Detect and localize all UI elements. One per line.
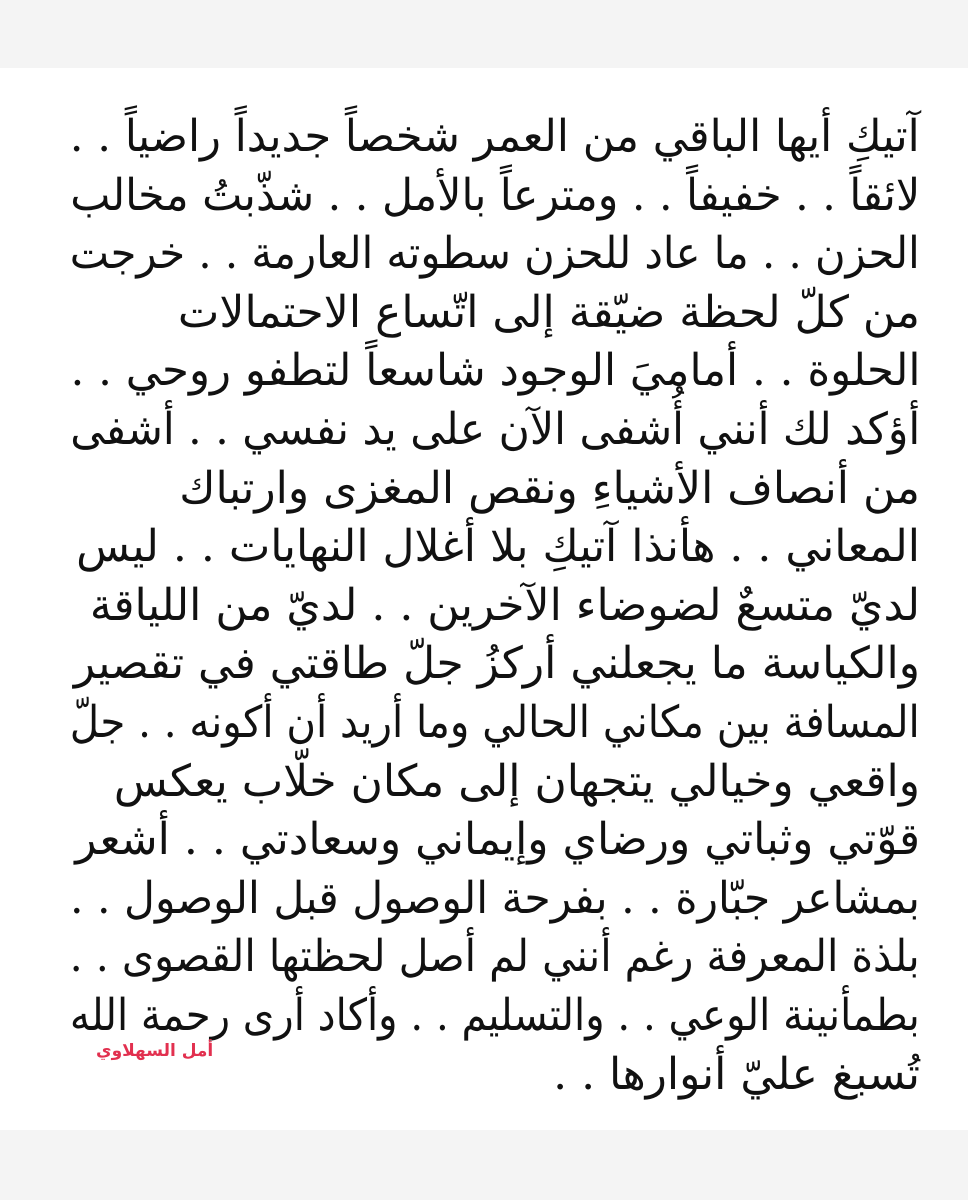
poem-line: تُسبغ عليّ أنوارها . . <box>553 1048 920 1100</box>
poem-text-block <box>70 108 920 1104</box>
poem-line: الحلوة . . أماميَ الوجود شاسعاً لتطفو روحي . . <box>70 345 920 397</box>
poem-line: أؤكد لك أنني أُشفى الآن على يد نفسي . . أشفى <box>70 403 920 455</box>
poem-line: لائقاً . . خفيفاً . . ومترعاً بالأمل . . شذّبتُ مخالب <box>70 169 920 221</box>
poem-line: بلذة المعرفة رغم أنني لم أصل لحظتها القصوى . . <box>70 931 920 983</box>
poem-line: بمشاعر جبّارة . . بفرحة الوصول قبل الوصول . . <box>70 872 920 924</box>
poem-line: المسافة بين مكاني الحالي وما أريد أن أكونه . . جلّ <box>70 696 920 748</box>
poem-line: من أنصاف الأشياءِ ونقص المغزى وارتباك <box>179 462 920 514</box>
poem-line: المعاني . . هأنذا آتيكِ بلا أغلال النهايات . . ليس <box>76 521 920 573</box>
poem-line: قوّتي وثباتي ورضاي وإيماني وسعادتي . . أشعر <box>75 814 920 866</box>
top-margin-band <box>0 0 968 68</box>
poem-line: الحزن . . ما عاد للحزن سطوته العارمة . . خرجت <box>70 228 920 280</box>
poem-line: لديّ متسعٌ لضوضاء الآخرين . . لديّ من اللياقة <box>89 579 920 631</box>
poem-line: بطمأنينة الوعي . . والتسليم . . وأكاد أرى رحمة الله <box>70 989 920 1041</box>
poem-line: واقعي وخيالي يتجهان إلى مكان خلّاب يعكس <box>113 755 920 807</box>
poem-line: والكياسة ما يجعلني أركزُ جلّ طاقتي في تقصير <box>73 638 920 690</box>
author-signature: أمل السهلاوي <box>96 1041 214 1061</box>
bottom-margin-band <box>0 1130 968 1200</box>
poem-line: آتيكِ أيها الباقي من العمر شخصاً جديداً راضياً . . <box>70 111 920 162</box>
poem-line: من كلّ لحظة ضيّقة إلى اتّساع الاحتمالات <box>177 286 920 338</box>
